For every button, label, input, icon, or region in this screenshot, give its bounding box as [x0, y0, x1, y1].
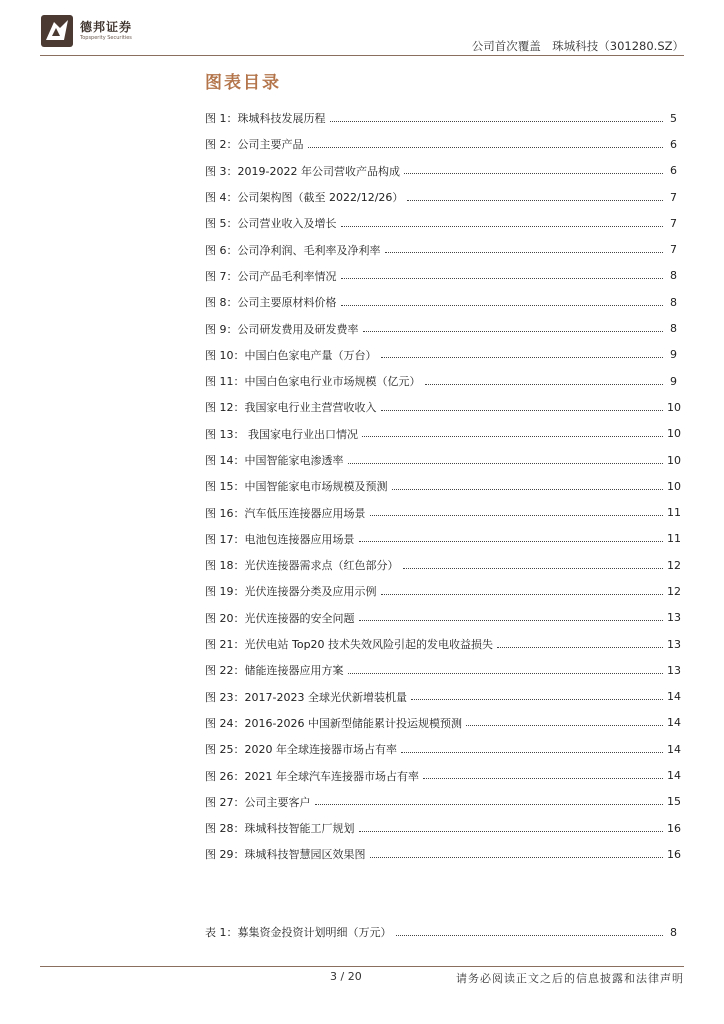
toc-figure-entry-label: 图 14：中国智能家电渗透率	[205, 454, 344, 467]
toc-figure-entry-page: 12	[667, 558, 681, 572]
toc-figure-entry-page: 10	[667, 427, 681, 441]
dot-leader	[370, 857, 664, 858]
toc-figure-entry-page: 6	[670, 164, 677, 178]
toc-figure-entry-label: 图 12：我国家电行业主营营收收入	[205, 401, 377, 415]
toc-figure-entry[interactable]	[205, 342, 677, 368]
page-number: 3 / 20	[330, 970, 362, 983]
dot-leader	[381, 594, 664, 595]
toc-figure-entry-page: 5	[670, 111, 677, 125]
toc-title: 图表目录	[205, 73, 281, 93]
dot-leader	[466, 725, 663, 726]
toc-figure-entry[interactable]	[205, 526, 681, 552]
toc-figure-entry-page: 6	[670, 137, 677, 151]
toc-figure-entry-page: 14	[667, 716, 681, 730]
header-divider	[40, 55, 684, 56]
toc-figure-entry[interactable]	[205, 605, 681, 631]
toc-figure-entry-page: 13	[667, 611, 681, 625]
legal-disclaimer: 请务必阅读正文之后的信息披露和法律声明	[456, 972, 684, 985]
company-logo-icon	[40, 14, 74, 48]
toc-figure-entry[interactable]	[205, 315, 677, 341]
toc-figure-entry-page: 11	[667, 532, 681, 546]
dot-leader	[330, 121, 664, 122]
company-name: 德邦证券	[80, 20, 133, 34]
dot-leader	[396, 935, 664, 936]
dot-leader	[348, 463, 664, 464]
toc-figure-entry-page: 10	[667, 453, 681, 467]
toc-figure-entry[interactable]	[205, 289, 677, 315]
toc-table-entry-page: 8	[670, 925, 677, 939]
toc-figure-entry-page: 14	[667, 769, 681, 783]
toc-figure-entry-label: 图 7：公司产品毛利率情况	[205, 269, 337, 283]
toc-figure-entry-page: 7	[670, 243, 677, 257]
toc-figure-entry-label: 图 26：2021 年全球汽车连接器市场占有率	[205, 769, 419, 783]
dot-leader	[401, 752, 663, 753]
toc-figure-entry[interactable]	[205, 158, 677, 184]
toc-figure-entry[interactable]	[205, 631, 681, 657]
dot-leader	[308, 147, 664, 148]
dot-leader	[348, 673, 664, 674]
toc-figure-entry[interactable]	[205, 394, 681, 420]
toc-figure-entry-page: 13	[667, 663, 681, 677]
dot-leader	[362, 436, 663, 437]
dot-leader	[392, 489, 664, 490]
dot-leader	[363, 331, 664, 332]
dot-leader	[381, 357, 664, 358]
toc-figure-entry-page: 8	[670, 322, 677, 336]
toc-figure-entry[interactable]	[205, 762, 681, 788]
toc-figure-entry-page: 11	[667, 506, 681, 520]
dot-leader	[411, 699, 663, 700]
dot-leader	[359, 541, 664, 542]
toc-figure-entry[interactable]	[205, 552, 681, 578]
toc-figure-entry[interactable]	[205, 815, 681, 841]
toc-figure-entry-page: 16	[667, 847, 681, 861]
company-subtitle: Topsperity Securities	[80, 35, 132, 41]
toc-figure-entry-label: 图 6：公司净利润、毛利率及净利率	[205, 243, 381, 257]
toc-figure-entry-label: 图 10：中国白色家电产量（万台）	[205, 348, 377, 362]
toc-figure-entry-page: 10	[667, 400, 681, 414]
dot-leader	[341, 305, 664, 306]
toc-figure-entry-page: 8	[670, 295, 677, 309]
toc-figure-entry-label: 图 29：珠城科技智慧园区效果图	[205, 848, 366, 862]
toc-figure-entry[interactable]	[205, 421, 681, 447]
toc-figure-entry-page: 16	[667, 821, 681, 835]
toc-figure-entry-label: 图 1：珠城科技发展历程	[205, 112, 326, 126]
toc-figure-entry-label: 图 3：2019-2022 年公司营收产品构成	[205, 164, 400, 178]
dot-leader	[359, 831, 664, 832]
dot-leader	[315, 804, 664, 805]
toc-figure-entry[interactable]	[205, 684, 681, 710]
footer-divider	[40, 966, 684, 967]
toc-figure-entry[interactable]	[205, 789, 681, 815]
dot-leader	[341, 226, 664, 227]
toc-figure-entry[interactable]	[205, 736, 681, 762]
table-list	[205, 919, 677, 945]
toc-figure-entry-page: 14	[667, 690, 681, 704]
toc-figure-entry-label: 图 28：珠城科技智能工厂规划	[205, 822, 355, 836]
toc-figure-entry-label: 图 24：2016-2026 中国新型储能累计投运规模预测	[205, 716, 462, 730]
toc-figure-entry[interactable]	[205, 473, 681, 499]
toc-figure-entry[interactable]	[205, 499, 681, 525]
toc-figure-entry-page: 13	[667, 637, 681, 651]
company-logo	[40, 14, 180, 50]
toc-figure-entry-label: 图 21：光伏电站 Top20 技术失效风险引起的发电收益损失	[205, 638, 494, 652]
toc-figure-entry[interactable]	[205, 263, 677, 289]
dot-leader	[407, 200, 663, 201]
dot-leader	[497, 647, 663, 648]
dot-leader	[359, 620, 664, 621]
toc-figure-entry-page: 12	[667, 584, 681, 598]
toc-figure-entry-label: 图 2：公司主要产品	[205, 138, 304, 152]
toc-figure-entry[interactable]	[205, 131, 677, 157]
toc-table-entry-label: 表 1：募集资金投资计划明细（万元）	[205, 926, 392, 940]
toc-figure-entry[interactable]	[205, 710, 681, 736]
toc-figure-entry[interactable]	[205, 368, 677, 394]
toc-figure-entry-page: 8	[670, 269, 677, 283]
toc-figure-entry-label: 图 27：公司主要客户	[205, 795, 311, 809]
toc-figure-entry[interactable]	[205, 657, 681, 683]
report-title: 公司首次覆盖 珠城科技（301280.SZ）	[471, 39, 684, 53]
toc-figure-entry[interactable]	[205, 105, 677, 131]
toc-figure-entry-label: 图 23：2017-2023 全球光伏新增装机量	[205, 690, 407, 704]
toc-figure-entry[interactable]	[205, 236, 677, 262]
dot-leader	[423, 778, 663, 779]
dot-leader	[341, 278, 664, 279]
toc-figure-entry-page: 9	[670, 374, 677, 388]
toc-figure-entry-page: 9	[670, 348, 677, 362]
figure-list	[205, 105, 681, 868]
dot-leader	[403, 568, 664, 569]
toc-figure-entry-page: 10	[667, 479, 681, 493]
toc-figure-entry-label: 图 15：中国智能家电市场规模及预测	[205, 480, 388, 494]
dot-leader	[425, 384, 664, 385]
toc-table-entry[interactable]	[205, 919, 677, 945]
toc-figure-entry-label: 图 9：公司研发费用及研发费率	[205, 322, 359, 336]
dot-leader	[404, 173, 663, 174]
toc-figure-entry[interactable]	[205, 841, 681, 867]
toc-figure-entry-label: 图 18：光伏连接器需求点（红色部分）	[205, 559, 399, 573]
toc-figure-entry-page: 14	[667, 742, 681, 756]
toc-figure-entry-page: 7	[670, 216, 677, 230]
toc-figure-entry-label: 图 8：公司主要原材料价格	[205, 296, 337, 310]
toc-figure-entry[interactable]	[205, 578, 681, 604]
toc-figure-entry-label: 图 17：电池包连接器应用场景	[205, 532, 355, 546]
toc-figure-entry-label: 图 11：中国白色家电行业市场规模（亿元）	[205, 375, 421, 389]
toc-figure-entry-label: 图 22：储能连接器应用方案	[205, 664, 344, 678]
toc-figure-entry-page: 7	[670, 190, 677, 204]
dot-leader	[385, 252, 664, 253]
toc-figure-entry-label: 图 5：公司营业收入及增长	[205, 217, 337, 231]
dot-leader	[370, 515, 664, 516]
toc-figure-entry[interactable]	[205, 447, 681, 473]
toc-figure-entry[interactable]	[205, 184, 677, 210]
toc-figure-entry-page: 15	[667, 795, 681, 809]
toc-figure-entry-label: 图 25：2020 年全球连接器市场占有率	[205, 743, 397, 757]
toc-figure-entry-label: 图 16：汽车低压连接器应用场景	[205, 506, 366, 520]
toc-figure-entry-label: 图 13： 我国家电行业出口情况	[205, 427, 358, 441]
dot-leader	[381, 410, 664, 411]
toc-figure-entry-label: 图 4：公司架构图（截至 2022/12/26）	[205, 191, 404, 205]
toc-figure-entry-label: 图 20：光伏连接器的安全问题	[205, 611, 355, 625]
toc-figure-entry[interactable]	[205, 210, 677, 236]
toc-figure-entry-label: 图 19：光伏连接器分类及应用示例	[205, 585, 377, 599]
